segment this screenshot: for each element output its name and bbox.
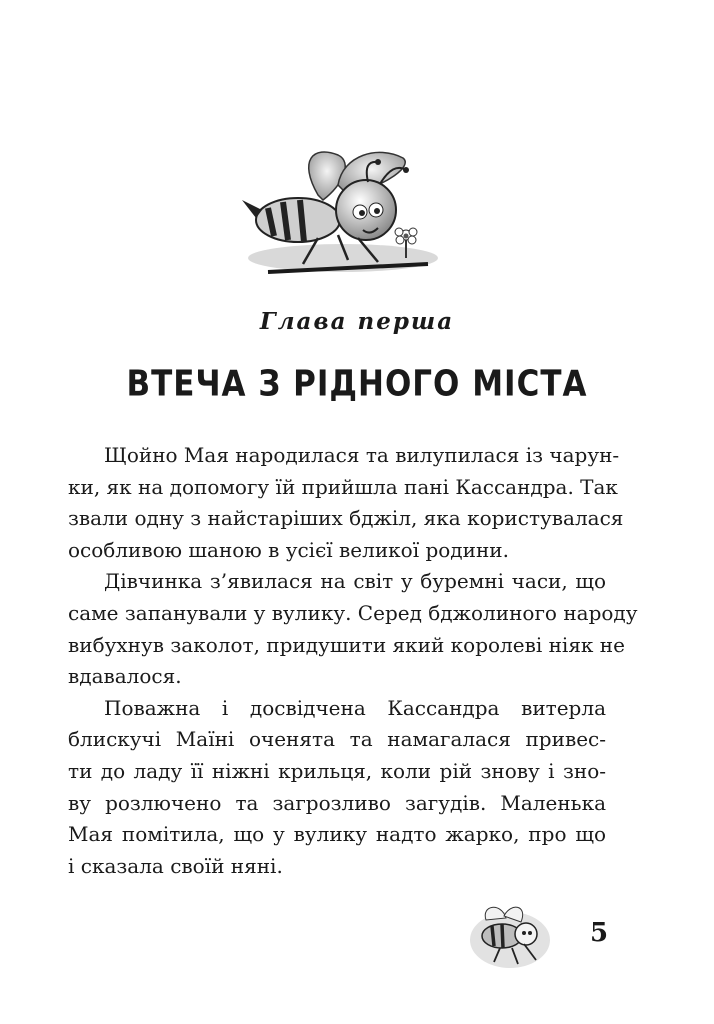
text-line: і сказала своїй няні. — [68, 853, 283, 878]
text-line: звали одну з найстаріших бджіл, яка користувалася — [68, 506, 624, 531]
page-number: 5 — [590, 918, 609, 948]
paragraph — [68, 440, 624, 566]
chapter-body — [68, 440, 638, 882]
text-line: ти до ладу її ніжні крильця, коли рій знову і зно- — [68, 758, 606, 783]
text-line: Мая помітила, що у вулику надто жарко, про що — [68, 822, 606, 847]
text-line: вдавалося. — [68, 664, 182, 689]
text-line: ву розлючено та загрозливо загудів. Маленька — [68, 790, 606, 815]
small-bee-icon — [466, 900, 554, 972]
chapter-label: Глава перша — [259, 308, 455, 335]
bee-illustration-icon — [228, 140, 438, 280]
paragraph — [68, 693, 606, 883]
paragraph — [68, 566, 638, 692]
text-line: Поважна і досвідчена Кассандра витерла — [104, 695, 606, 720]
text-line: Щойно Мая народилася та вилупилася із чарун- — [104, 443, 620, 467]
text-line: блискучі Маїні оченята та намагалася привес- — [68, 727, 606, 752]
text-line: особливою шаною в усієї великої родини. — [68, 537, 509, 562]
chapter-title: ВТЕЧА З РІДНОГО МІСТА — [126, 363, 588, 405]
text-line: ки, як на допомогу їй прийшла пані Кассандра. Так — [68, 474, 618, 499]
text-line: саме запанували у вулику. Серед бджолиного народу — [68, 600, 638, 625]
text-line: вибухнув заколот, придушити який королеві ніяк не — [68, 632, 625, 657]
text-line: Дівчинка з’явилася на світ у буремні часи, що — [104, 569, 606, 594]
